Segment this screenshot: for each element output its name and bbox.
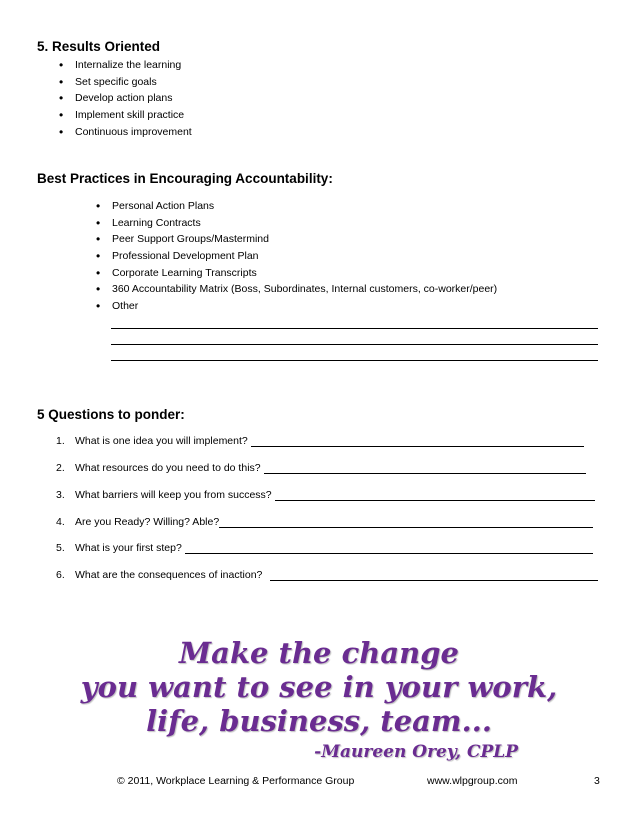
question-text: What is your first step? [75,542,182,554]
question-text: What are the consequences of inaction? [75,569,263,581]
footer-website: www.wlpgroup.com [427,775,518,787]
question-number: 2. [56,462,65,474]
list-item: • Develop action plans [75,90,192,107]
list-item: • Internalize the learning [75,57,192,74]
question-number: 6. [56,569,65,581]
quote-line: you want to see in your work, [80,670,558,704]
answer-line[interactable] [111,360,598,361]
question-number: 5. [56,542,65,554]
list-item: • 360 Accountability Matrix (Boss, Subordinates, Internal customers, co-worker/peer) [112,281,497,298]
list-item: • Corporate Learning Transcripts [112,265,497,282]
footer-copyright: © 2011, Workplace Learning & Performance Group [117,775,355,787]
best-practices-list [112,198,497,315]
list-item: • Professional Development Plan [112,248,497,265]
question-row [56,462,586,474]
question-text: What is one idea you will implement? [75,435,248,447]
answer-line[interactable] [270,570,598,581]
question-text: What barriers will keep you from success? [75,489,272,501]
question-row [56,435,584,447]
results-oriented-list [75,57,192,140]
quote-line: Make the change [179,636,459,670]
list-item: • Learning Contracts [112,215,497,232]
list-item: • Peer Support Groups/Mastermind [112,231,497,248]
question-text: Are you Ready? Willing? Able? [75,516,220,528]
quote-author: -Maureen Orey, CPLP [314,742,518,762]
question-row [56,569,598,581]
question-text: What resources do you need to do this? [75,462,261,474]
question-row [56,489,595,501]
question-number: 1. [56,435,65,447]
question-number: 3. [56,489,65,501]
question-number: 4. [56,516,65,528]
results-oriented-heading: 5. Results Oriented [37,39,161,54]
answer-line[interactable] [219,517,593,528]
quote-line: life, business, team... [146,704,492,738]
answer-line[interactable] [111,328,598,329]
answer-line[interactable] [264,463,586,474]
list-item: • Continuous improvement [75,124,192,141]
list-item: • Set specific goals [75,74,192,91]
list-item: • Personal Action Plans [112,198,497,215]
answer-line[interactable] [111,344,598,345]
question-row [56,542,593,554]
question-row [56,516,593,528]
answer-line[interactable] [185,543,593,554]
answer-line[interactable] [275,490,595,501]
page-number: 3 [594,775,600,787]
answer-line[interactable] [251,436,584,447]
list-item: • Other [112,298,497,315]
best-practices-heading: Best Practices in Encouraging Accountability: [37,171,333,186]
list-item: • Implement skill practice [75,107,192,124]
questions-heading: 5 Questions to ponder: [37,407,185,422]
